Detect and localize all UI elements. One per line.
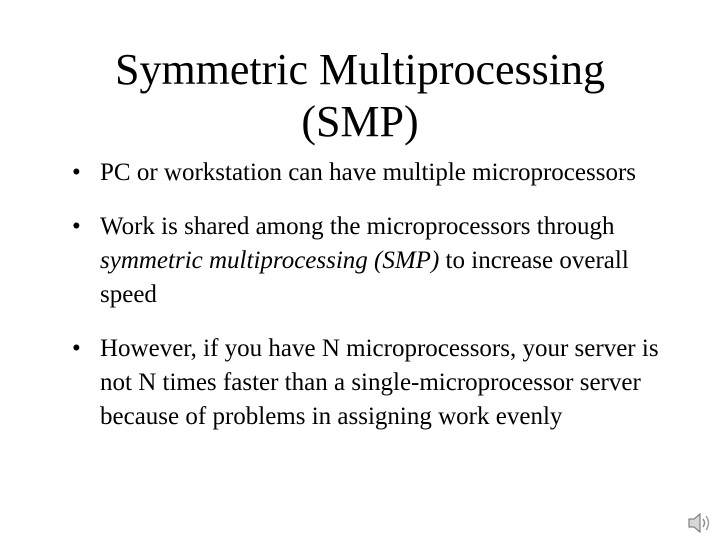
- slide-title: [60, 44, 660, 148]
- bullet-marker: •: [72, 335, 81, 362]
- bullet-item: [72, 156, 662, 190]
- bullet-text-italic: symmetric multiprocessing (SMP): [100, 247, 440, 274]
- bullet-marker: •: [72, 213, 81, 240]
- speaker-icon[interactable]: [686, 510, 714, 536]
- bullet-item: [72, 210, 662, 312]
- bullet-list: [72, 156, 662, 454]
- title-line-2: (SMP): [301, 97, 419, 146]
- bullet-text: PC or workstation can have multiple microprocessors: [100, 159, 636, 186]
- bullet-text: However, if you have N microprocessors, your server is not N times faster than a single-microprocessor server because of problems in assigning work evenly: [100, 335, 659, 430]
- bullet-text-end: to increase overall speed: [100, 247, 629, 308]
- bullet-marker: •: [72, 159, 81, 186]
- bullet-item: [72, 332, 662, 434]
- bullet-text-start: Work is shared among the microprocessors through: [100, 213, 615, 240]
- title-line-1: Symmetric Multiprocessing: [114, 45, 606, 94]
